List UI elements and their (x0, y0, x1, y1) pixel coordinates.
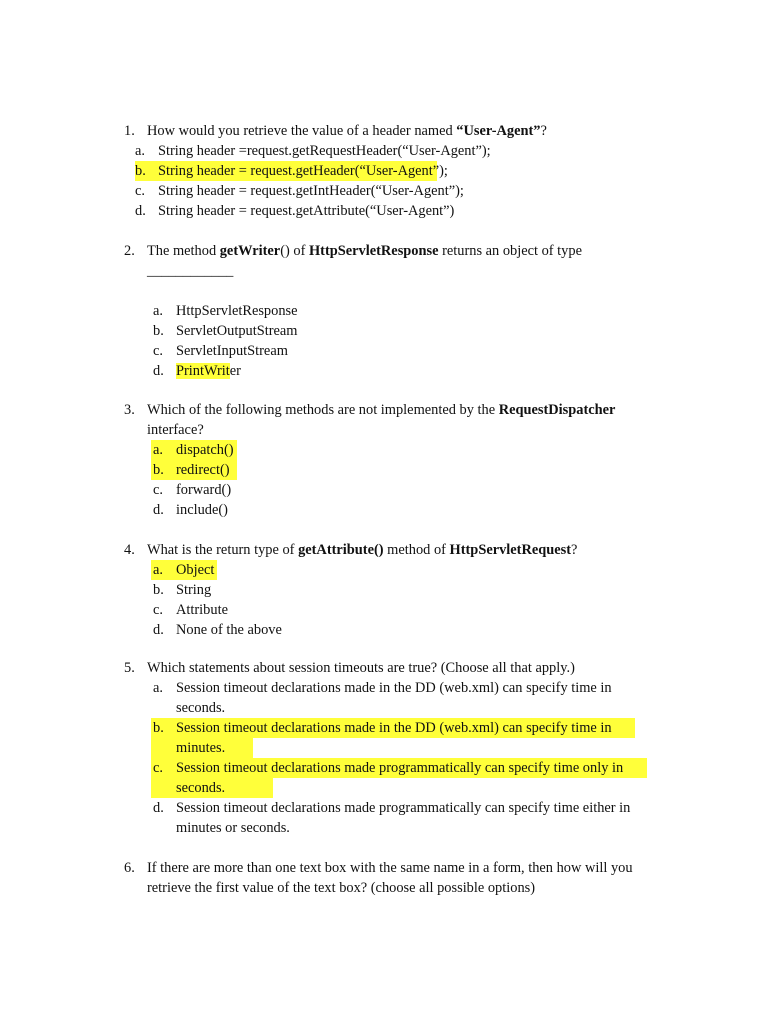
option-text: er (229, 363, 241, 379)
question-text: ? (540, 123, 547, 139)
question-bold-term: “User-Agent” (456, 123, 541, 139)
option-1b-correct (124, 161, 654, 181)
option-letter: d. (135, 203, 146, 219)
option-5b-correct (124, 718, 654, 758)
question-text: ? (571, 542, 578, 558)
question-1 (124, 121, 654, 221)
question-5 (124, 658, 654, 838)
question-text: () of (280, 243, 309, 259)
option-text: String header = request.getHeader(“User-Agent”); (158, 163, 448, 179)
question-number: 3. (124, 402, 135, 418)
option-text: String header = request.getIntHeader(“User-Agent”); (158, 183, 464, 199)
option-letter: a. (153, 303, 163, 319)
question-5-options (124, 678, 654, 838)
option-text: ServletInputStream (176, 343, 288, 359)
option-text: String (176, 582, 212, 598)
question-3 (124, 400, 654, 520)
question-4-options (124, 560, 654, 640)
answer-blank: ____________ (147, 263, 234, 279)
option-text: dispatch() (176, 442, 234, 458)
option-text: Attribute (176, 602, 228, 618)
option-1d (124, 201, 654, 221)
option-letter: a. (153, 442, 163, 458)
question-2-stem (124, 241, 654, 281)
question-text: returns an object of type (438, 243, 582, 259)
option-text: include() (176, 502, 228, 518)
option-text: ServletOutputStream (176, 323, 298, 339)
option-letter: c. (135, 183, 145, 199)
option-letter: d. (153, 800, 164, 816)
option-5c-correct (124, 758, 654, 798)
option-letter: a. (135, 143, 145, 159)
question-4-stem (124, 540, 654, 560)
option-letter: c. (153, 343, 163, 359)
option-letter: c. (153, 482, 163, 498)
option-3a-correct (124, 440, 654, 460)
option-letter: b. (135, 163, 146, 179)
option-1a (124, 141, 654, 161)
option-3b-correct (124, 460, 654, 480)
question-1-options (124, 141, 654, 221)
question-2-options (124, 301, 654, 381)
option-letter: d. (153, 363, 164, 379)
option-text: Session timeout declarations made programmatically can specify time only in seconds. (176, 760, 624, 796)
option-text: String header =request.getRequestHeader(“User-Agent”); (158, 143, 491, 159)
question-bold-term: HttpServletResponse (308, 243, 439, 259)
option-letter: c. (153, 760, 163, 776)
option-text: redirect() (176, 462, 230, 478)
option-3c (124, 480, 654, 500)
question-bold-term: HttpServletRequest (449, 542, 572, 558)
option-text: Object (176, 562, 215, 578)
option-letter: d. (153, 622, 164, 638)
question-6-stem (124, 858, 654, 898)
option-4b (124, 580, 654, 600)
question-text: interface? (147, 422, 204, 438)
question-6 (124, 858, 654, 898)
question-bold-term: getAttribute() (298, 542, 384, 558)
option-2d-correct (124, 361, 654, 381)
option-text: forward() (176, 482, 232, 498)
option-text: None of the above (176, 622, 282, 638)
question-number: 1. (124, 123, 135, 139)
question-1-stem (124, 121, 654, 141)
question-number: 4. (124, 542, 135, 558)
question-text: method of (383, 542, 450, 558)
question-bold-term: RequestDispatcher (498, 402, 616, 418)
option-letter: a. (153, 680, 163, 696)
option-1c (124, 181, 654, 201)
question-3-stem (124, 400, 654, 440)
option-text: Session timeout declarations made in the DD (web.xml) can specify time in seconds. (176, 680, 612, 716)
option-letter: b. (153, 462, 164, 478)
option-text: HttpServletResponse (176, 303, 298, 319)
option-2b (124, 321, 654, 341)
option-4d (124, 620, 654, 640)
question-text: The method (147, 243, 220, 259)
question-text: What is the return type of (147, 542, 299, 558)
option-text-highlighted: PrintWrit (176, 363, 230, 379)
question-number: 2. (124, 243, 135, 259)
question-text: Which statements about session timeouts are true? (Choose all that apply.) (147, 660, 575, 676)
option-letter: b. (153, 720, 164, 736)
option-4c (124, 600, 654, 620)
question-bold-term: getWriter (219, 243, 281, 259)
option-text: String header = request.getAttribute(“User-Agent”) (158, 203, 455, 219)
question-text: How would you retrieve the value of a header named (147, 123, 457, 139)
option-5a (124, 678, 654, 718)
option-letter: b. (153, 323, 164, 339)
question-4 (124, 540, 654, 640)
option-letter: c. (153, 602, 163, 618)
option-text: Session timeout declarations made in the DD (web.xml) can specify time in minutes. (176, 720, 612, 756)
question-text: Which of the following methods are not implemented by the (147, 402, 499, 418)
option-4a-correct (124, 560, 654, 580)
option-5d (124, 798, 654, 838)
question-3-options (124, 440, 654, 520)
option-letter: b. (153, 582, 164, 598)
option-letter: d. (153, 502, 164, 518)
option-3d (124, 500, 654, 520)
option-text: Session timeout declarations made programmatically can specify time either in minutes or seconds. (176, 800, 631, 836)
question-number: 5. (124, 660, 135, 676)
question-2 (124, 241, 654, 381)
question-5-stem (124, 658, 654, 678)
question-number: 6. (124, 860, 135, 876)
question-text: If there are more than one text box with the same name in a form, then how will you retrieve the first value of the text box? (choose all possible options) (147, 860, 633, 896)
option-letter: a. (153, 562, 163, 578)
option-2c (124, 341, 654, 361)
option-2a (124, 301, 654, 321)
